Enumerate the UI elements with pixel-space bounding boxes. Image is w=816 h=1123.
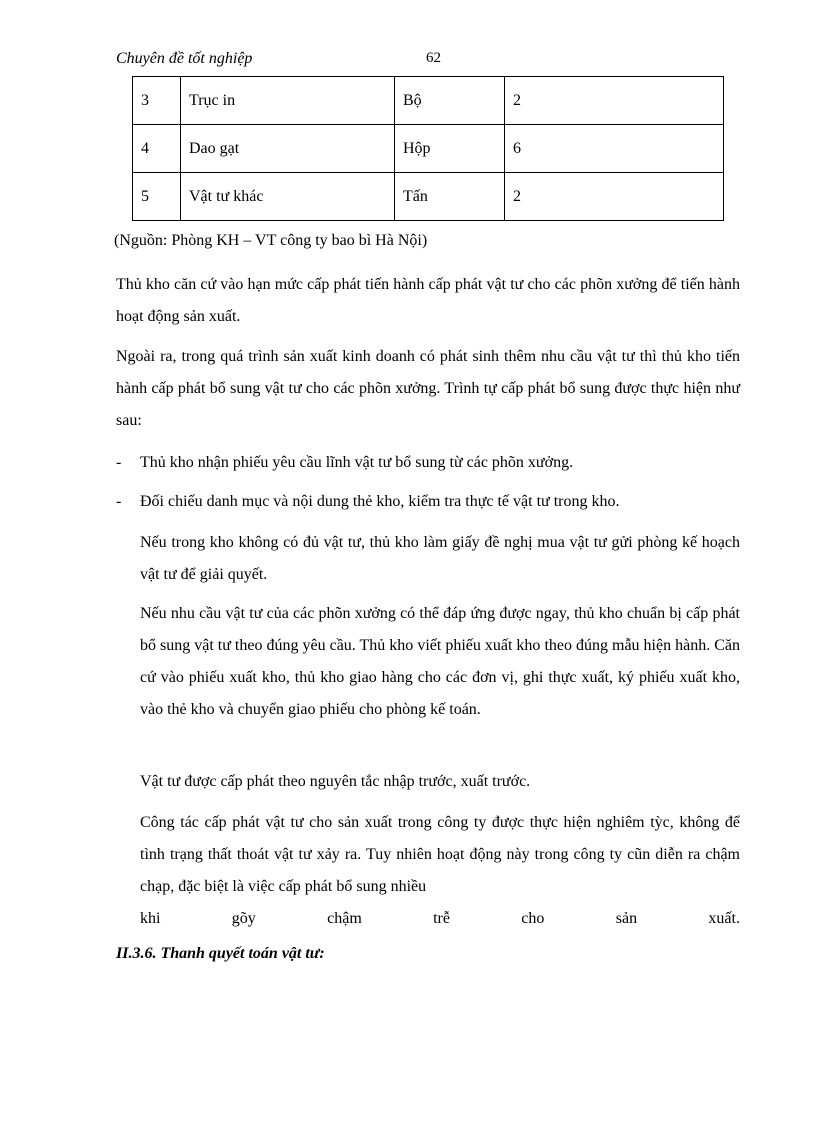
table-cell-unit: Tấn xyxy=(395,173,505,221)
paragraph-last-line xyxy=(140,903,740,935)
paragraph-fifo-principle: Vật tư được cấp phát theo nguyên tắc nhập trước, xuất trước. xyxy=(140,773,531,790)
word: trễ xyxy=(433,910,450,927)
word: xuất. xyxy=(708,910,740,927)
table-row xyxy=(133,77,724,125)
table-cell-stt: 3 xyxy=(133,77,181,125)
page-number: 62 xyxy=(426,50,441,66)
word: gõy xyxy=(231,910,256,927)
paragraph-issue-procedure: Nếu nhu cầu vật tư của các phõn xưởng có thể đáp ứng được ngay, thủ kho chuẩn bị cấp phát bổ sung vật tư theo đúng yêu cầu. Thủ kho viết phiếu xuất kho theo đúng mẫu hiện hành. Căn cứ vào phiếu xuất kho, thủ kho giao hàng cho các đơn vị, ghi thực xuất, ký phiếu xuất kho, vào thẻ kho và chuyển giao phiếu cho phòng kế toán. xyxy=(140,605,740,718)
word: khi xyxy=(140,910,161,927)
table-cell-name: Vật tư khác xyxy=(181,173,395,221)
word: cho xyxy=(521,910,545,927)
list-item-text: Thủ kho nhận phiếu yêu cầu lĩnh vật tư bổ sung từ các phõn xưởng. xyxy=(140,454,574,471)
table-cell-name: Trục in xyxy=(181,77,395,125)
list-item xyxy=(116,447,740,479)
table-cell-quantity: 2 xyxy=(505,173,724,221)
source-note: (Nguồn: Phòng KH – VT công ty bao bì Hà Nội) xyxy=(114,232,428,249)
table-cell-name: Dao gạt xyxy=(181,125,395,173)
table-row xyxy=(133,173,724,221)
materials-table xyxy=(132,76,724,221)
table-cell-stt: 4 xyxy=(133,125,181,173)
paragraph-issue-evaluation xyxy=(140,807,740,935)
bullet-dash: - xyxy=(116,493,122,510)
table-row xyxy=(133,125,724,173)
table-cell-unit: Hộp xyxy=(395,125,505,173)
list-item xyxy=(116,486,740,518)
word: chậm xyxy=(327,910,362,927)
table-cell-unit: Bộ xyxy=(395,77,505,125)
paragraph-insufficient-stock: Nếu trong kho không có đủ vật tư, thủ kho làm giấy đề nghị mua vật tư gửi phòng kế hoạch vật tư để giải quyết. xyxy=(140,534,740,583)
table-cell-quantity: 2 xyxy=(505,77,724,125)
table-cell-stt: 5 xyxy=(133,173,181,221)
list-item-text: Đối chiếu danh mục và nội dung thẻ kho, kiểm tra thực tế vật tư trong kho. xyxy=(140,493,620,510)
paragraph-issue-limit: Thủ kho căn cứ vào hạn mức cấp phát tiến hành cấp phát vật tư cho các phõn xưởng để tiến hành hoạt động sản xuất. xyxy=(116,276,740,325)
table-cell-quantity: 6 xyxy=(505,125,724,173)
document-header-title: Chuyên đề tốt nghiệp xyxy=(116,50,253,67)
section-heading: II.3.6. Thanh quyết toán vật tư: xyxy=(116,945,325,962)
word: sản xyxy=(615,910,638,927)
bullet-dash: - xyxy=(116,454,122,471)
paragraph-additional-issue: Ngoài ra, trong quá trình sản xuất kinh doanh có phát sinh thêm nhu cầu vật tư thì thủ kho tiến hành cấp phát bổ sung vật tư cho các phõn xưởng. Trình tự cấp phát bổ sung được thực hiện như sau: xyxy=(116,348,740,429)
paragraph-body: Công tác cấp phát vật tư cho sản xuất trong công ty được thực hiện nghiêm tỳc, không để tình trạng thất thoát vật tư xảy ra. Tuy nhiên hoạt động này trong công ty cũn diễn ra chậm chạp, đặc biệt là việc cấp phát bổ sung nhiều xyxy=(140,814,740,895)
